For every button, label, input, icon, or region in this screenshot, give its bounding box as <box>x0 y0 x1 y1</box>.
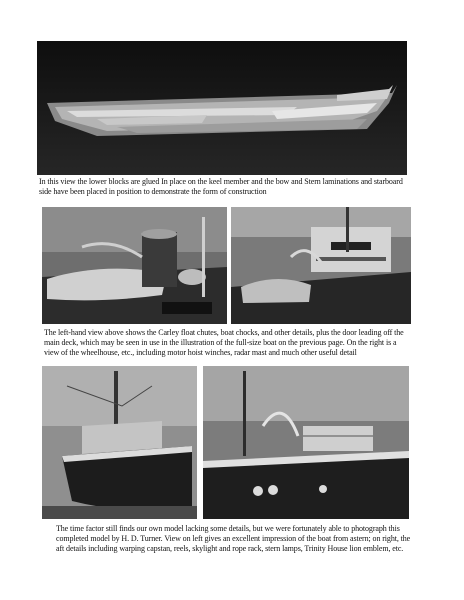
carley-float-chutes-photo <box>42 207 227 324</box>
wheelhouse-photo <box>231 207 411 324</box>
hull-construction-photo <box>37 41 407 175</box>
top-photo-caption: In this view the lower blocks are glued In place on the keel member and the bow and Stern laminations and starboard side have been placed in position to demonstrate the form of construction <box>39 177 403 196</box>
middle-photos-caption: The left-hand view above shows the Carley float chutes, boat chocks, and other details, plus the door leading off the main deck, which may be seen in use in the illustration of the full-size boat on the previous page. On the right is a view of the wheelhouse, etc., including motor hoist winches, radar mast and much other useful detail <box>44 328 404 357</box>
stern-view-photo <box>42 366 197 519</box>
aft-details-photo <box>203 366 409 519</box>
bottom-photos-caption: The time factor still finds our own model lacking some details, but we were fortunately able to photograph this completed model by H. D. Turner. View on left gives an excellent impression of the boat from astern; on right, the aft details including warping capstan, reels, skylight and rope rack, stern lamps, Trinity House lion emblem, etc. <box>56 524 411 553</box>
